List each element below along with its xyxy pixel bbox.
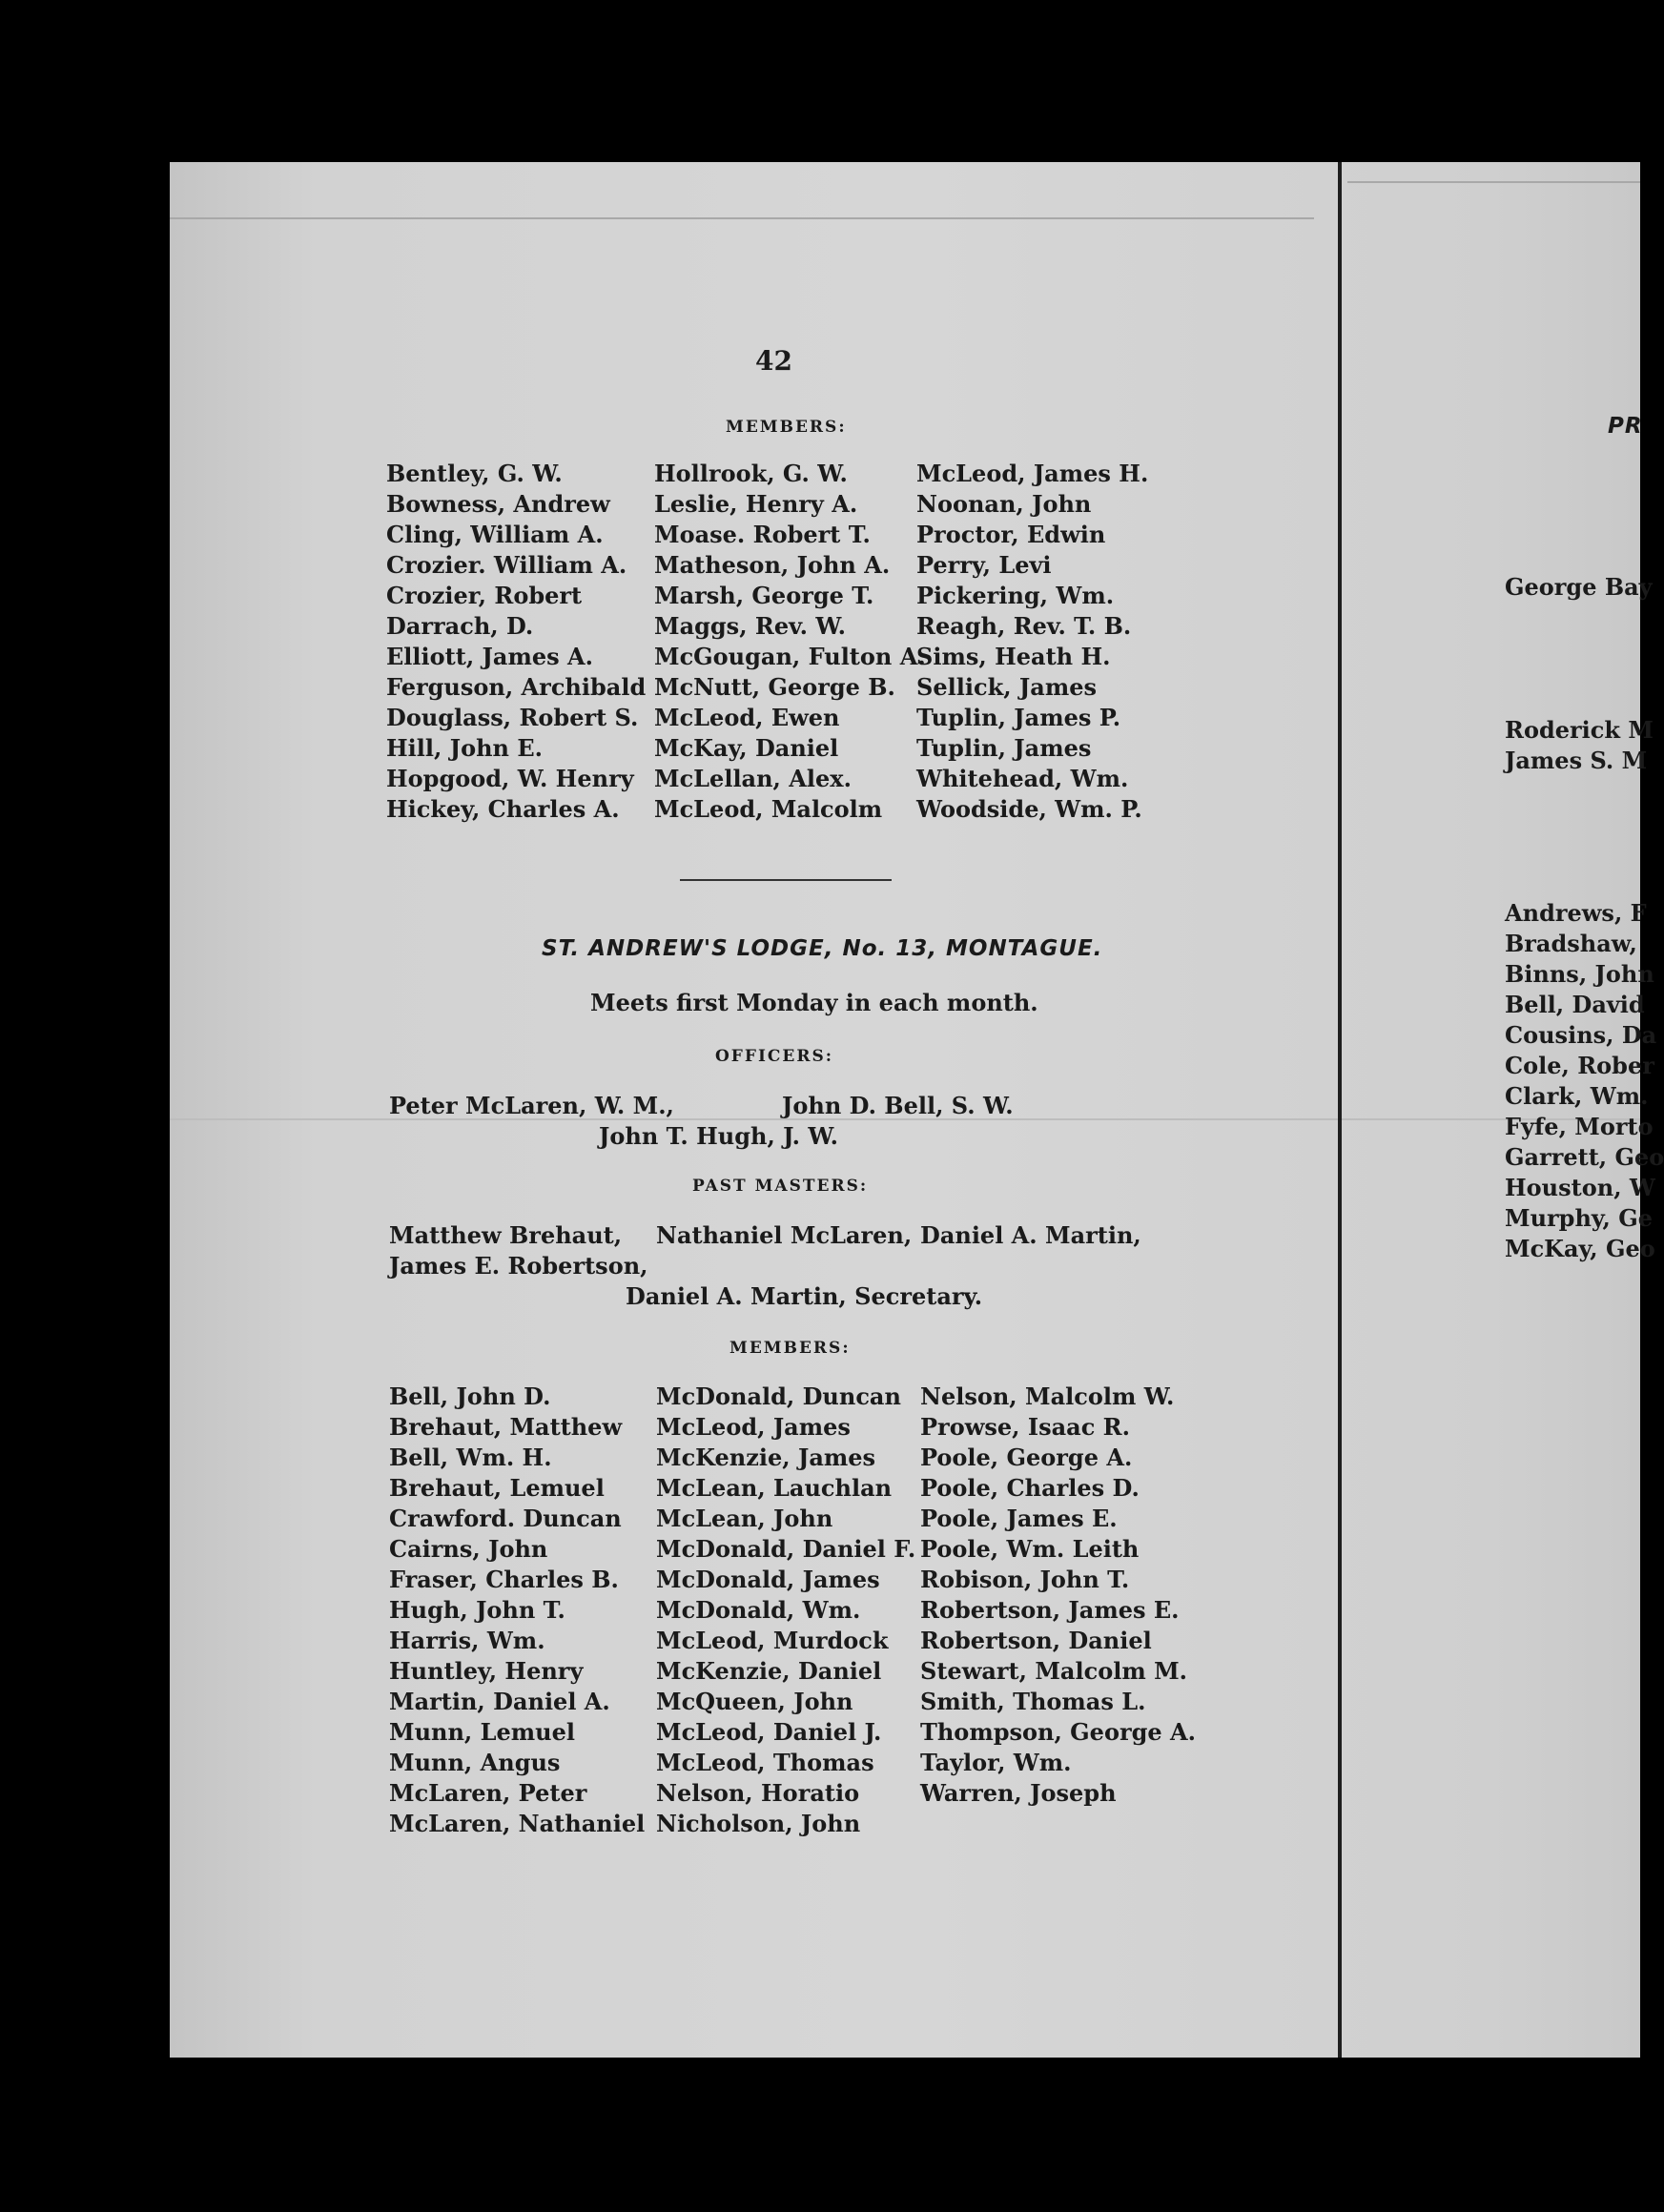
member-name: Bentley, G. W. [386,460,563,487]
member-name: Robison, John T. [920,1566,1130,1593]
right-page-name: Bradshaw, [1505,930,1637,957]
member-name: Smith, Thomas L. [920,1688,1146,1715]
past-master-4: James E. Robertson, [389,1252,648,1280]
right-page-name: Bell, David [1505,991,1645,1018]
member-name: Bell, Wm. H. [389,1444,552,1471]
right-page-heading: PR [1608,414,1643,439]
member-name: Tuplin, James [916,734,1092,762]
member-name: Stewart, Malcolm M. [920,1657,1187,1685]
member-name: Whitehead, Wm. [916,765,1129,792]
member-name: Nelson, Malcolm W. [920,1382,1175,1410]
member-name: McLeod, James H. [916,460,1149,487]
right-page-name: James S. M [1505,747,1648,774]
member-name: Taylor, Wm. [920,1749,1072,1776]
members-2-col-2 [656,1382,915,1839]
members-2-col-3 [920,1382,1196,1809]
member-name: Robertson, James E. [920,1596,1180,1624]
member-name: Martin, Daniel A. [389,1688,610,1715]
member-name: McLaren, Peter [389,1779,587,1807]
member-name: Maggs, Rev. W. [654,612,846,640]
member-name: Cairns, John [389,1535,548,1563]
member-name: McLeod, Ewen [654,704,840,731]
members-1-col-3 [916,459,1148,825]
member-name: Matheson, John A. [654,551,891,579]
right-page-name: Binns, John [1505,960,1654,988]
members-1-col-2 [654,459,926,825]
members-heading-1: MEMBERS: [726,418,847,437]
member-name: McLeod, Daniel J. [656,1718,882,1746]
past-master-1: Matthew Brehaut, [389,1221,623,1249]
member-name: Poole, George A. [920,1444,1133,1471]
member-name: McDonald, James [656,1566,880,1593]
member-name: Bowness, Andrew [386,490,610,518]
members-1-col-1 [386,459,646,825]
member-name: Thompson, George A. [920,1718,1196,1746]
member-name: Leslie, Henry A. [654,490,858,518]
member-name: Cling, William A. [386,521,604,548]
member-name: McLaren, Nathaniel [389,1810,646,1837]
right-page-name: Clark, Wm. [1505,1082,1649,1110]
member-name: Huntley, Henry [389,1657,584,1685]
right-page-name: Houston, W [1505,1174,1655,1201]
member-name: Brehaut, Lemuel [389,1474,605,1502]
member-name: Hopgood, W. Henry [386,765,634,792]
member-name: McDonald, Daniel F. [656,1535,916,1563]
member-name: McDonald, Wm. [656,1596,861,1624]
member-name: McLeod, Malcolm [654,795,883,823]
right-page-name: Fyfe, Morto [1505,1113,1654,1140]
member-name: Pickering, Wm. [916,582,1115,609]
faint-rule-right-top [1347,181,1640,183]
officers-heading: OFFICERS: [715,1047,834,1066]
member-name: McLean, Lauchlan [656,1474,893,1502]
member-name: McNutt, George B. [654,673,895,701]
member-name: Crawford. Duncan [389,1505,622,1532]
past-masters-heading: PAST MASTERS: [692,1177,869,1196]
member-name: Sims, Heath H. [916,643,1111,670]
member-name: McLeod, Murdock [656,1627,889,1654]
past-master-2: Nathaniel McLaren, [656,1221,913,1249]
right-page-name: Cousins, Da [1505,1021,1657,1049]
member-name: McLean, John [656,1505,833,1532]
member-name: Fraser, Charles B. [389,1566,619,1593]
member-name: Hill, John E. [386,734,544,762]
scanned-page [170,162,1664,2058]
member-name: Munn, Lemuel [389,1718,575,1746]
member-name: Munn, Angus [389,1749,561,1776]
page-gutter [1338,162,1342,2058]
member-name: McLellan, Alex. [654,765,852,792]
member-name: Poole, Wm. Leith [920,1535,1140,1563]
member-name: Brehaut, Matthew [389,1413,623,1441]
member-name: Poole, Charles D. [920,1474,1140,1502]
member-name: McLeod, James [656,1413,851,1441]
member-name: Proctor, Edwin [916,521,1106,548]
member-name: Prowse, Isaac R. [920,1413,1130,1441]
officer-worshipful-master: Peter McLaren, W. M., [389,1092,674,1119]
member-name: Marsh, George T. [654,582,874,609]
member-name: Hugh, John T. [389,1596,565,1624]
member-name: Robertson, Daniel [920,1627,1152,1654]
member-name: McGougan, Fulton A. [654,643,926,670]
past-master-3: Daniel A. Martin, [920,1221,1141,1249]
member-name: Hickey, Charles A. [386,795,620,823]
member-name: Reagh, Rev. T. B. [916,612,1132,640]
officer-junior-warden: John T. Hugh, J. W. [599,1122,838,1150]
member-name: Nicholson, John [656,1810,861,1837]
members-2-col-1 [389,1382,645,1839]
member-name: Hollrook, G. W. [654,460,848,487]
section-divider [680,879,892,881]
member-name: Sellick, James [916,673,1097,701]
member-name: Poole, James E. [920,1505,1118,1532]
member-name: Crozier, Robert [386,582,583,609]
faint-rule-top [170,217,1314,219]
page-number: 42 [755,345,792,377]
member-name: McQueen, John [656,1688,853,1715]
right-page-name: Cole, Rober [1505,1052,1654,1079]
right-page-name: Murphy, Ge [1505,1204,1654,1232]
member-name: Crozier. William A. [386,551,627,579]
right-page-name: Andrews, F [1505,899,1647,927]
officer-senior-warden: John D. Bell, S. W. [782,1092,1014,1119]
right-page-name: Roderick M [1505,716,1654,744]
member-name: McDonald, Duncan [656,1382,901,1410]
member-name: Harris, Wm. [389,1627,545,1654]
member-name: Tuplin, James P. [916,704,1121,731]
member-name: McKenzie, Daniel [656,1657,882,1685]
right-page-name: George Bay [1505,573,1653,601]
member-name: Bell, John D. [389,1382,551,1410]
members-heading-2: MEMBERS: [729,1339,851,1358]
member-name: Elliott, James A. [386,643,593,670]
member-name: Perry, Levi [916,551,1052,579]
member-name: McKenzie, James [656,1444,876,1471]
member-name: Warren, Joseph [920,1779,1117,1807]
member-name: Moase. Robert T. [654,521,871,548]
member-name: Noonan, John [916,490,1092,518]
right-page-name: McKay, Geo [1505,1235,1655,1262]
member-name: McKay, Daniel [654,734,839,762]
member-name: Woodside, Wm. P. [916,795,1142,823]
member-name: Darrach, D. [386,612,534,640]
lodge-title: ST. ANDREW'S LODGE, No. 13, MONTAGUE. [542,936,1103,961]
member-name: Ferguson, Archibald [386,673,647,701]
member-name: Nelson, Horatio [656,1779,860,1807]
secretary-line: Daniel A. Martin, Secretary. [626,1282,983,1310]
member-name: McLeod, Thomas [656,1749,874,1776]
member-name: Douglass, Robert S. [386,704,639,731]
meets-line: Meets first Monday in each month. [590,989,1038,1016]
right-page-name: Garrett, Geo [1505,1143,1664,1171]
